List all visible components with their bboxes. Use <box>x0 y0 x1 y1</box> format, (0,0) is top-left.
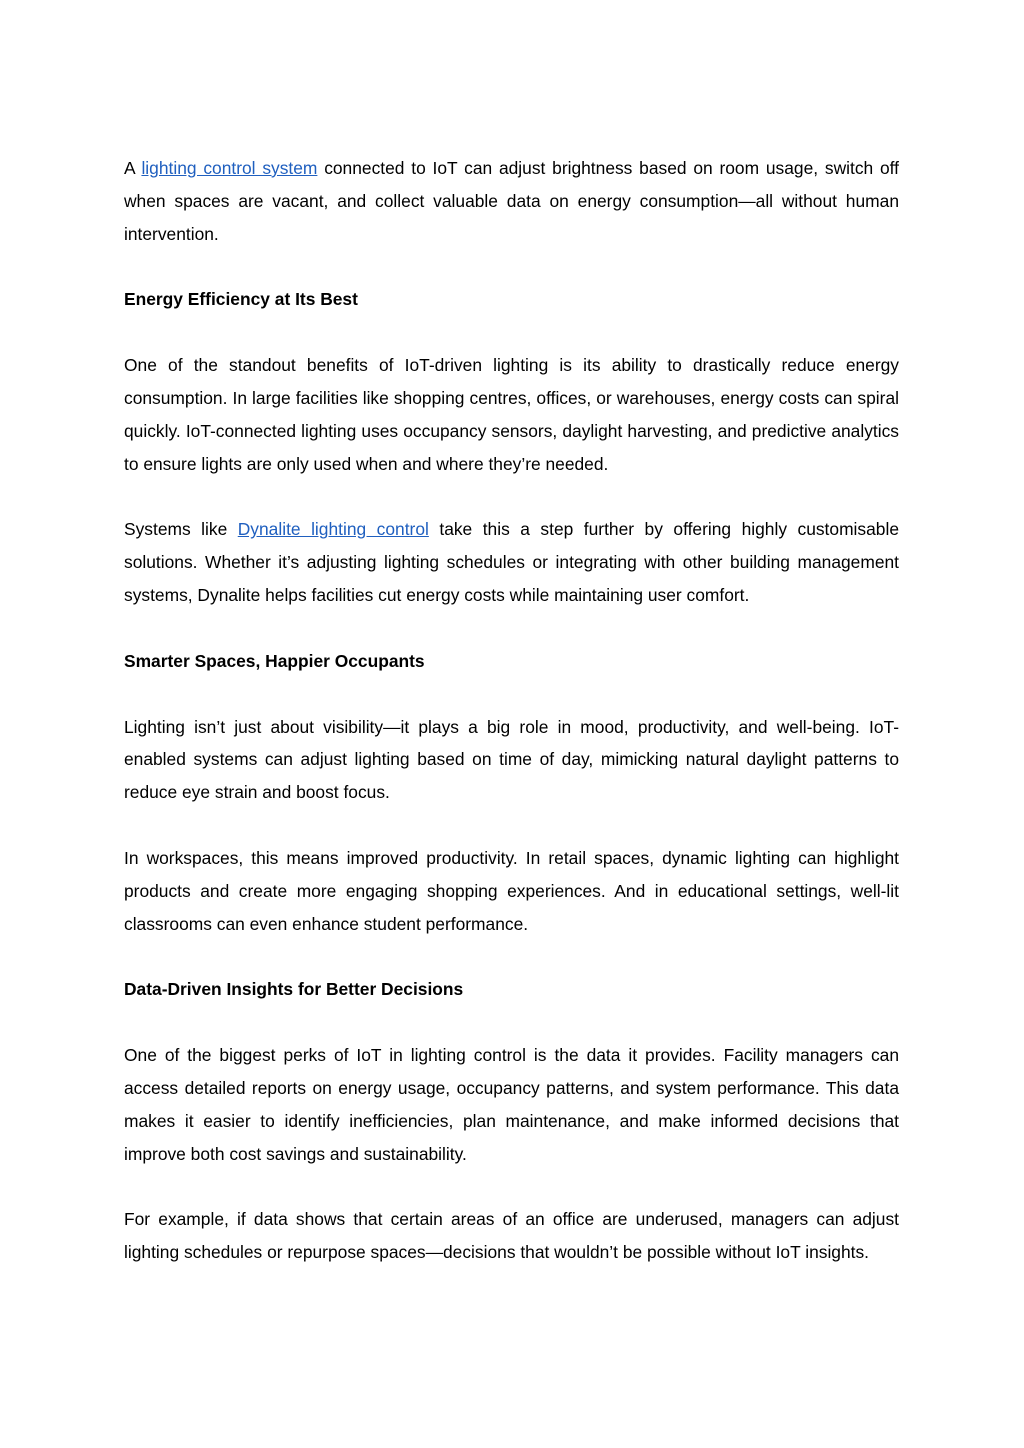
visibility-paragraph: Lighting isn’t just about visibility—it plays a big role in mood, productivity, and well-being. IoT-enabled systems can adjust lighting based on time of day, mimicking natural daylight patterns to reduce eye strain and boost focus. <box>124 716 899 803</box>
intro-text-after: connected to IoT can adjust brightness based on room usage, switch off when spaces are vacant, and collect valuable data on energy consumption—all without human intervention. <box>124 158 899 244</box>
intro-paragraph <box>124 152 899 250</box>
dynalite-paragraph <box>124 513 899 611</box>
heading-energy-efficiency: Energy Efficiency at Its Best <box>124 289 358 310</box>
document-page <box>124 152 899 1302</box>
data-perks-paragraph: One of the biggest perks of IoT in lighting control is the data it provides. Facility managers can access detailed reports on energy usage, occupancy patterns, and system performance. This data makes it easier to identify inefficiencies, plan maintenance, and make informed decisions that improve both cost savings and sustainability. <box>124 1045 899 1164</box>
intro-text-before: A <box>124 158 142 178</box>
example-paragraph: For example, if data shows that certain areas of an office are underused, managers can adjust lighting schedules or repurpose spaces—decisions that wouldn’t be possible without IoT insights. <box>124 1209 899 1263</box>
energy-paragraph: One of the standout benefits of IoT-driven lighting is its ability to drastically reduce energy consumption. In large facilities like shopping centres, offices, or warehouses, energy costs can spiral quickly. IoT-connected lighting uses occupancy sensors, daylight harvesting, and predictive analytics to ensure lights are only used when and where they’re needed. <box>124 355 899 474</box>
heading-smarter-spaces: Smarter Spaces, Happier Occupants <box>124 650 425 671</box>
dynalite-text-after: take this a step further by offering highly customisable solutions. Whether it’s adjusting lighting schedules or integrating with other building management systems, Dynalite helps facilities cut energy costs while maintaining user comfort. <box>124 519 899 605</box>
lighting-control-system-link[interactable]: lighting control system <box>141 158 318 178</box>
heading-data-driven-insights: Data-Driven Insights for Better Decisions <box>124 979 464 1000</box>
workspaces-paragraph: In workspaces, this means improved productivity. In retail spaces, dynamic lighting can highlight products and create more engaging shopping experiences. And in educational settings, well-lit classrooms can even enhance student performance. <box>124 847 899 934</box>
dynalite-text-before: Systems like <box>124 519 238 540</box>
dynalite-lighting-control-link[interactable]: Dynalite lighting control <box>237 519 429 540</box>
